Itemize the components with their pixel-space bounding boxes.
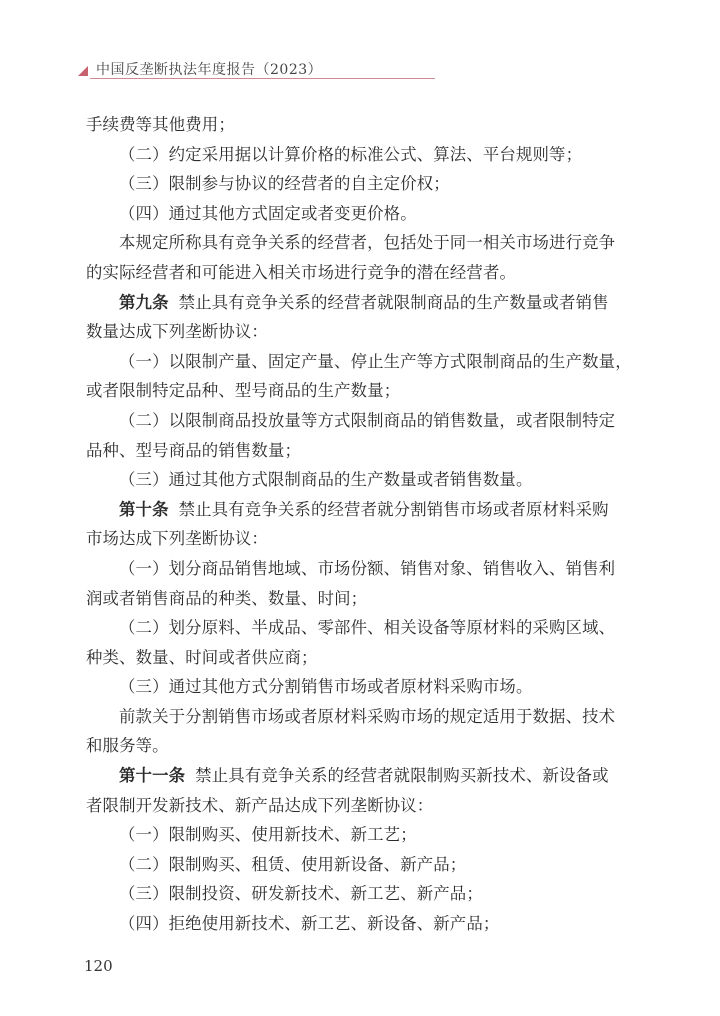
article-number: 第九条	[119, 292, 169, 312]
line-text: 的实际经营者和可能进入相关市场进行竞争的潜在经营者。	[86, 262, 517, 282]
line-text: 禁止具有竞争关系的经营者就限制商品的生产数量或者销售	[178, 292, 609, 312]
text-line	[86, 199, 636, 229]
corner-triangle-icon	[78, 66, 88, 76]
article-number: 第十条	[119, 499, 169, 519]
text-line	[86, 613, 636, 643]
line-text: 润或者销售商品的种类、数量、时间；	[86, 588, 368, 608]
line-text: （三）限制投资、研发新技术、新工艺、新产品；	[119, 884, 483, 904]
text-line	[86, 731, 636, 761]
text-line	[86, 140, 636, 170]
line-text: 者限制开发新技术、新产品达成下列垄断协议：	[86, 795, 434, 815]
line-text: （二）划分原料、半成品、零部件、相关设备等原材料的采购区域、	[119, 618, 616, 638]
text-line	[86, 554, 636, 584]
line-text: 和服务等。	[86, 736, 169, 756]
line-text: （三）通过其他方式分割销售市场或者原材料采购市场。	[119, 677, 533, 697]
line-text: 禁止具有竞争关系的经营者就限制购买新技术、新设备或	[195, 766, 609, 786]
line-text: （四）拒绝使用新技术、新工艺、新设备、新产品；	[119, 914, 500, 934]
text-line	[86, 672, 636, 702]
text-line	[86, 791, 636, 821]
line-text: （三）通过其他方式限制商品的生产数量或者销售数量。	[119, 470, 533, 490]
text-line	[86, 909, 636, 939]
text-line	[86, 347, 636, 377]
line-text: 种类、数量、时间或者供应商；	[86, 647, 318, 667]
text-line	[86, 376, 636, 406]
header-title: 中国反垄断执法年度报告（2023）	[96, 62, 323, 78]
line-text: （一）以限制产量、固定产量、停止生产等方式限制商品的生产数量，	[119, 351, 632, 371]
line-text: （二）以限制商品投放量等方式限制商品的销售数量，或者限制特定	[119, 410, 616, 430]
text-line	[86, 406, 636, 436]
line-text: 手续费等其他费用；	[86, 115, 235, 134]
line-text: 市场达成下列垄断协议：	[86, 529, 268, 549]
line-text: 或者限制特定品种、型号商品的生产数量；	[86, 381, 401, 401]
line-text: （三）限制参与协议的经营者的自主定价权；	[119, 174, 450, 194]
line-text: 前款关于分割销售市场或者原材料采购市场的规定适用于数据、技术	[119, 706, 616, 726]
text-line	[86, 258, 636, 288]
line-text: 数量达成下列垄断协议：	[86, 322, 268, 342]
line-text: 本规定所称具有竞争关系的经营者，包括处于同一相关市场进行竞争	[119, 233, 616, 253]
line-text: 禁止具有竞争关系的经营者就分割销售市场或者原材料采购	[178, 499, 609, 519]
header-divider	[90, 78, 435, 79]
text-line	[86, 820, 636, 850]
body-text	[86, 110, 636, 939]
text-line	[86, 436, 636, 466]
text-line	[86, 643, 636, 673]
text-line	[86, 465, 636, 495]
article-line	[86, 761, 636, 791]
line-text: （四）通过其他方式固定或者变更价格。	[119, 203, 417, 223]
text-line	[86, 879, 636, 909]
line-text: （二）约定采用据以计算价格的标准公式、算法、平台规则等；	[119, 144, 583, 164]
line-text: 品种、型号商品的销售数量；	[86, 440, 302, 460]
line-text: （一）划分商品销售地域、市场份额、销售对象、销售收入、销售利	[119, 558, 616, 578]
line-text: （一）限制购买、使用新技术、新工艺；	[119, 825, 417, 845]
text-line	[86, 524, 636, 554]
text-line	[86, 110, 636, 140]
article-number: 第十一条	[119, 766, 186, 786]
text-line	[86, 702, 636, 732]
text-line	[86, 228, 636, 258]
text-line	[86, 850, 636, 880]
text-line	[86, 169, 636, 199]
article-line	[86, 288, 636, 318]
text-line	[86, 584, 636, 614]
article-line	[86, 495, 636, 525]
line-text: （二）限制购买、租赁、使用新设备、新产品；	[119, 854, 467, 874]
text-line	[86, 317, 636, 347]
page-number: 120	[84, 957, 113, 975]
